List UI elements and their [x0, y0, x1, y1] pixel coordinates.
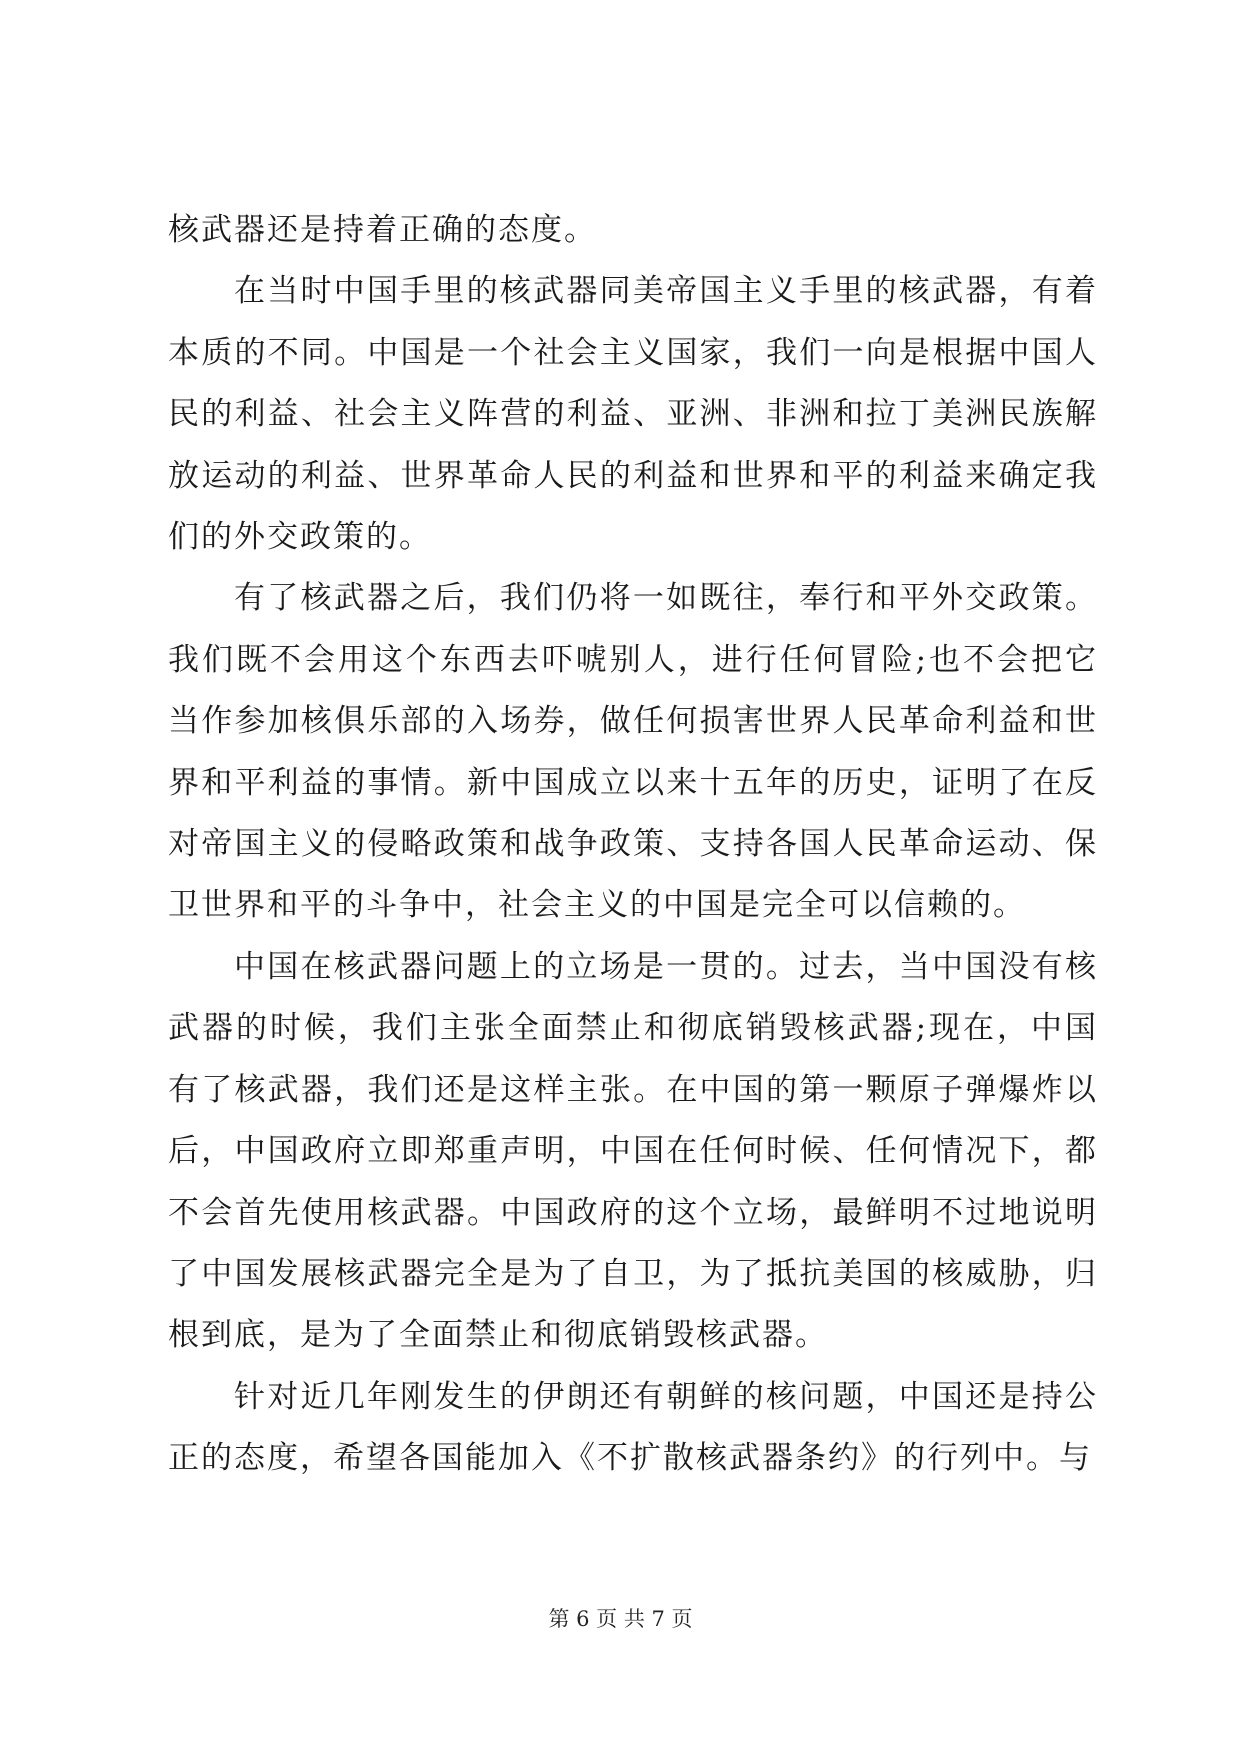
paragraph-5: 针对近几年刚发生的伊朗还有朝鲜的核问题，中国还是持公正的态度，希望各国能加入《不扩散核武器条约》的行列中。与 [168, 1378, 1098, 1477]
paragraph-3: 有了核武器之后，我们仍将一如既往，奉行和平外交政策。我们既不会用这个东西去吓唬别人，进行任何冒险;也不会把它当作参加核俱乐部的入场券，做任何损害世界人民革命利益和世界和平利益的事情。新中国成立以来十五年的历史，证明了在反对帝国主义的侵略政策和战争政策、支持各国人民革命运动、保卫世界和平的斗争中，社会主义的中国是完全可以信赖的。 [168, 580, 1098, 924]
page-footer: 第 6 页 共 7 页 [548, 1607, 693, 1631]
body-text [168, 200, 1098, 1490]
paragraph-4: 中国在核武器问题上的立场是一贯的。过去，当中国没有核武器的时候，我们主张全面禁止和彻底销毁核武器;现在，中国有了核武器，我们还是这样主张。在中国的第一颗原子弹爆炸以后，中国政府立即郑重声明，中国在任何时候、任何情况下，都不会首先使用核武器。中国政府的这个立场，最鲜明不过地说明了中国发展核武器完全是为了自卫，为了抵抗美国的核威胁，归根到底，是为了全面禁止和彻底销毁核武器。 [168, 948, 1098, 1354]
paragraph-2: 在当时中国手里的核武器同美帝国主义手里的核武器，有着本质的不同。中国是一个社会主义国家，我们一向是根据中国人民的利益、社会主义阵营的利益、亚洲、非洲和拉丁美洲民族解放运动的利益、世界革命人民的利益和世界和平的利益来确定我们的外交政策的。 [168, 273, 1098, 556]
paragraph-1: 核武器还是持着正确的态度。 [168, 212, 597, 248]
